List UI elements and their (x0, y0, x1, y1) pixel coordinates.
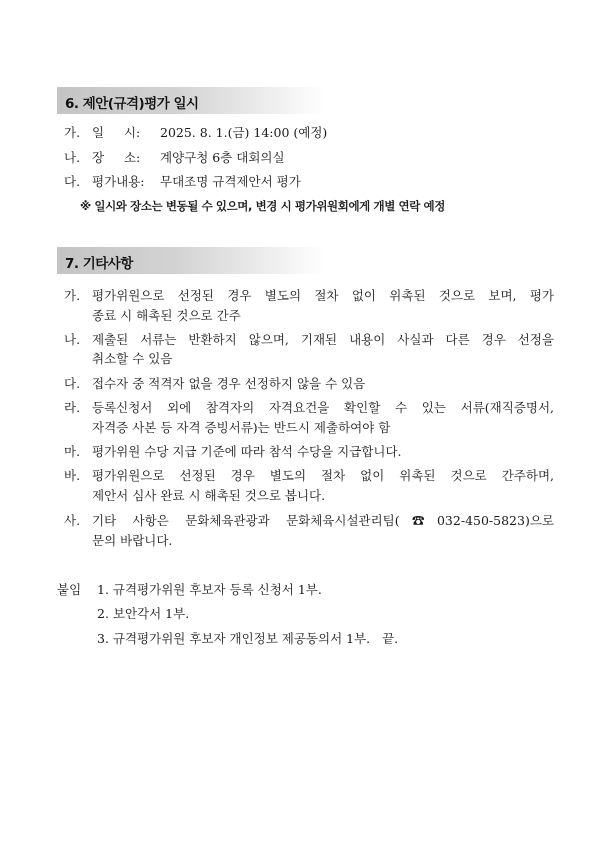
item-text-line-2: 제안서 심사 완료 시 해촉된 것으로 봅니다. (92, 488, 326, 503)
item-marker: 가. (64, 125, 81, 140)
item-text-line-1: 평가위원 수당 지급 기준에 따라 참석 수당을 지급합니다. (92, 444, 402, 459)
section-7-title: 7. 기타사항 (65, 256, 133, 272)
item-value: 계양구청 6층 대회의실 (160, 150, 285, 165)
item-text-line-1: 제출된 서류는 반환하지 않으며, 기재된 내용이 사실과 다른 경우 선정을 (92, 332, 554, 347)
item-text-line-2: 종료 시 해촉된 것으로 간주 (92, 308, 241, 323)
item-text-line-2: 문의 바랍니다. (92, 533, 173, 548)
schedule-change-notice: ※ 일시와 장소는 변동될 수 있으며, 변경 시 평가위원회에게 개별 연락 예정 (80, 199, 445, 213)
item-value: 2025. 8. 1.(금) 14:00 (예정) (160, 125, 328, 140)
item-marker: 나. (64, 332, 81, 347)
section-6-title: 6. 제안(규격)평가 일시 (65, 96, 199, 112)
item-marker: 다. (64, 174, 81, 189)
attachment-item: 3. 규격평가위원 후보자 개인정보 제공동의서 1부. 끝. (97, 631, 399, 646)
item-label: 장 소: (92, 150, 141, 165)
attachment-item: 2. 보안각서 1부. (97, 606, 190, 621)
item-marker: 가. (64, 288, 81, 303)
item-marker: 나. (64, 150, 81, 165)
section-7-heading (57, 247, 325, 274)
attachment-item: 1. 규격평가위원 후보자 등록 신청서 1부. (97, 582, 322, 597)
item-label: 일 시: (92, 125, 141, 140)
section-6-heading (57, 87, 325, 114)
item-text-line-1: 평가위원으로 선정된 경우 별도의 절차 없이 위촉된 것으로 간주하며, (92, 468, 554, 483)
item-marker: 마. (64, 444, 81, 459)
item-value: 무대조명 규격제안서 평가 (160, 174, 301, 189)
attachments-label: 붙임 (57, 582, 82, 597)
item-text-line-2: 취소할 수 있음 (92, 351, 173, 366)
item-text-line-1: 평가위원으로 선정된 경우 별도의 절차 없이 위촉된 것으로 보며, 평가 (92, 288, 554, 303)
item-marker: 사. (64, 513, 81, 528)
item-text-line-1: 기타 사항은 문화체육관광과 문화체육시설관리팀(☎032-450-5823)으로 (92, 513, 554, 528)
item-text-line-2: 자격증 사본 등 자격 증빙서류)는 반드시 제출하여야 함 (92, 420, 391, 435)
item-marker: 라. (64, 400, 81, 415)
item-marker: 다. (64, 376, 81, 391)
item-label: 평가내용: (92, 174, 145, 189)
item-text-line-1: 등록신청서 외에 참격자의 자격요건을 확인할 수 있는 서류(재직증명서, (92, 400, 554, 415)
item-text-line-1: 접수자 중 적격자 없을 경우 선정하지 않을 수 있음 (92, 376, 366, 391)
item-marker: 바. (64, 468, 81, 483)
